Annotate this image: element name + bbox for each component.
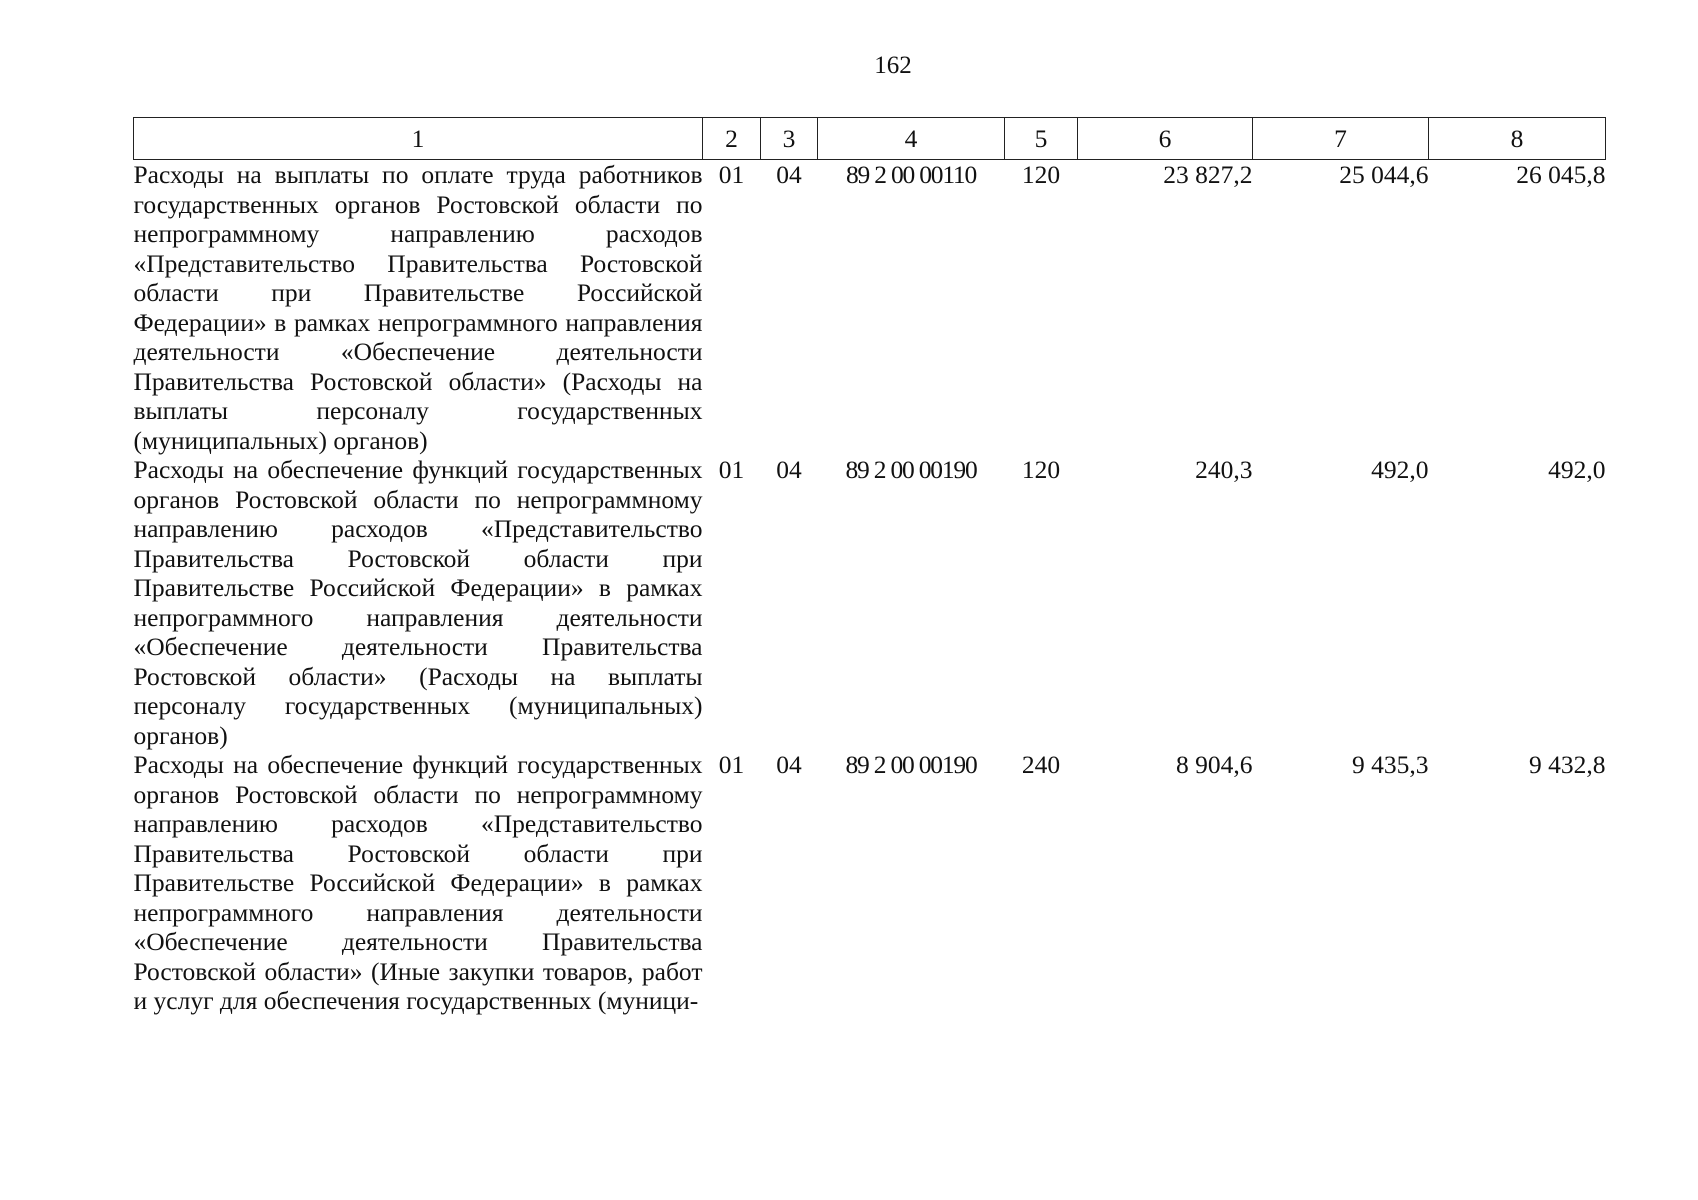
header-col-7: 7 — [1253, 118, 1429, 160]
row-year2: 9 435,3 — [1352, 750, 1429, 779]
row-section: 01 — [718, 750, 745, 779]
header-col-1: 1 — [134, 118, 703, 160]
header-col-6: 6 — [1078, 118, 1253, 160]
row-expense-type: 120 — [1021, 160, 1061, 189]
header-col-4: 4 — [818, 118, 1005, 160]
row-target-article: 89 2 00 00110 — [845, 160, 977, 189]
row-year1: 240,3 — [1195, 455, 1253, 484]
row-year1: 8 904,6 — [1176, 750, 1253, 779]
page-number: 162 — [874, 52, 912, 79]
row-expense-type: 120 — [1021, 455, 1061, 484]
row-description: Расходы на выплаты по оплате труда работников государственных органов Ростовской области по непрограммному направлению расходов «Представительство Правительства Ростовской области при Правительстве Российской Федерации» в рамках непрограммного направления деятельности «Обеспечение деятельности Правительства Ростовской области» (Расходы на выплаты персоналу государственных (муниципальных) органов) — [133, 160, 703, 455]
row-year3: 492,0 — [1548, 455, 1606, 484]
row-year3: 26 045,8 — [1516, 160, 1606, 189]
table-row — [134, 750, 1606, 1016]
row-description: Расходы на обеспечение функций государственных органов Ростовской области по непрограммному направлению расходов «Представительство Правительства Ростовской области при Правительстве Российской Федерации» в рамках непрограммного направления деятельности «Обеспечение деятельности Правительства Ростовской области» (Иные закупки товаров, работ и услуг для обеспечения государственных (муници- — [133, 750, 703, 1015]
table-row — [134, 455, 1606, 750]
row-description: Расходы на обеспечение функций государственных органов Ростовской области по непрограммному направлению расходов «Представительство Правительства Ростовской области при Правительстве Российской Федерации» в рамках непрограммного направления деятельности «Обеспечение деятельности Правительства Ростовской области» (Расходы на выплаты персоналу государственных (муниципальных) органов) — [133, 455, 703, 750]
row-year2: 25 044,6 — [1339, 160, 1429, 189]
header-col-5: 5 — [1005, 118, 1078, 160]
row-section: 01 — [718, 455, 745, 484]
row-year1: 23 827,2 — [1163, 160, 1253, 189]
row-year2: 492,0 — [1371, 455, 1429, 484]
row-subsection: 04 — [776, 160, 802, 189]
table-body — [134, 160, 1606, 1016]
header-col-3: 3 — [761, 118, 818, 160]
header-col-8: 8 — [1429, 118, 1606, 160]
header-row — [134, 118, 1606, 160]
row-target-article: 89 2 00 00190 — [845, 455, 977, 484]
budget-table — [133, 117, 1606, 1016]
row-expense-type: 240 — [1021, 750, 1061, 779]
header-col-2: 2 — [703, 118, 761, 160]
table-row — [134, 160, 1606, 456]
row-target-article: 89 2 00 00190 — [845, 750, 977, 779]
table-header — [134, 118, 1606, 160]
row-subsection: 04 — [776, 455, 802, 484]
row-year3: 9 432,8 — [1529, 750, 1606, 779]
row-subsection: 04 — [776, 750, 802, 779]
row-section: 01 — [718, 160, 745, 189]
